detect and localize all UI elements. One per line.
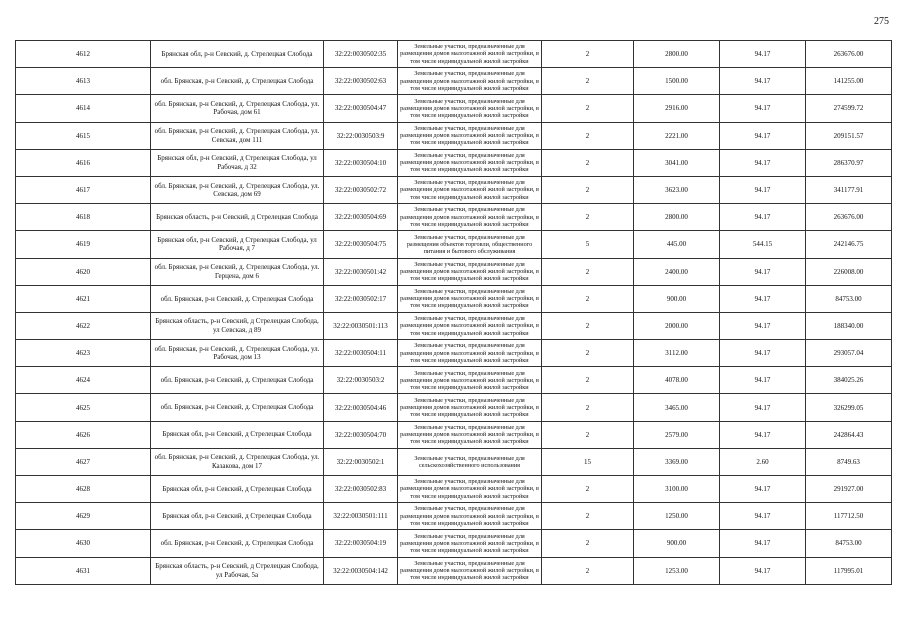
specific-value-cell: 94.17 bbox=[720, 530, 806, 557]
cadastral-number-cell: 32:22:0030502:83 bbox=[324, 476, 398, 503]
area-cell: 3041.00 bbox=[634, 149, 720, 176]
specific-value-cell: 94.17 bbox=[720, 95, 806, 122]
cadastral-value-cell: 263676.00 bbox=[806, 41, 892, 68]
row-number-cell: 4621 bbox=[16, 285, 151, 312]
area-cell: 900.00 bbox=[634, 285, 720, 312]
specific-value-cell: 94.17 bbox=[720, 557, 806, 584]
use-group-cell: 2 bbox=[542, 312, 634, 339]
table-row bbox=[16, 340, 892, 367]
cadastral-number-cell: 32:22:0030504:70 bbox=[324, 421, 398, 448]
row-number-cell: 4625 bbox=[16, 394, 151, 421]
address-cell: обл. Брянская, р-н Севский, д. Стрелецкая Слобода, ул. Севская, дом 111 bbox=[151, 122, 324, 149]
cadastral-value-cell: 117712.50 bbox=[806, 503, 892, 530]
specific-value-cell: 94.17 bbox=[720, 149, 806, 176]
table-row bbox=[16, 421, 892, 448]
cadastral-value-cell: 141255.00 bbox=[806, 68, 892, 95]
use-group-cell: 2 bbox=[542, 95, 634, 122]
land-use-cell: Земельные участки, предназначенные для размещения домов малоэтажной жилой застройки, в том числе индивидуальной жилой застройки bbox=[398, 530, 542, 557]
cadastral-number-cell: 32:22:0030501:42 bbox=[324, 258, 398, 285]
cadastral-value-cell: 286370.97 bbox=[806, 149, 892, 176]
row-number-cell: 4616 bbox=[16, 149, 151, 176]
address-cell: обл. Брянская, р-н Севский, д. Стрелецкая Слобода, ул. Рабочая, дом 13 bbox=[151, 340, 324, 367]
area-cell: 2579.00 bbox=[634, 421, 720, 448]
area-cell: 2221.00 bbox=[634, 122, 720, 149]
use-group-cell: 2 bbox=[542, 557, 634, 584]
land-use-cell: Земельные участки, предназначенные для размещения домов малоэтажной жилой застройки, в том числе индивидуальной жилой застройки bbox=[398, 122, 542, 149]
land-use-cell: Земельные участки, предназначенные для размещения домов малоэтажной жилой застройки, в том числе индивидуальной жилой застройки bbox=[398, 394, 542, 421]
area-cell: 1253.00 bbox=[634, 557, 720, 584]
land-use-cell: Земельные участки, предназначенные для размещения домов малоэтажной жилой застройки, в том числе индивидуальной жилой застройки bbox=[398, 285, 542, 312]
land-use-cell: Земельные участки, предназначенные для размещения домов малоэтажной жилой застройки, в том числе индивидуальной жилой застройки bbox=[398, 176, 542, 203]
address-cell: Брянская область, р-н Севский, д Стрелецкая Слобода, ул Рабочая, 5а bbox=[151, 557, 324, 584]
use-group-cell: 2 bbox=[542, 68, 634, 95]
area-cell: 2800.00 bbox=[634, 204, 720, 231]
page-number: 275 bbox=[874, 16, 889, 27]
use-group-cell: 2 bbox=[542, 258, 634, 285]
address-cell: обл. Брянская, р-н Севский, д. Стрелецкая Слобода, ул. Герцена, дом 6 bbox=[151, 258, 324, 285]
cadastral-value-cell: 274599.72 bbox=[806, 95, 892, 122]
land-use-cell: Земельные участки, предназначенные для размещения домов малоэтажной жилой застройки, в том числе индивидуальной жилой застройки bbox=[398, 149, 542, 176]
table-row bbox=[16, 503, 892, 530]
area-cell: 1250.00 bbox=[634, 503, 720, 530]
land-use-cell: Земельные участки, предназначенные для размещения домов малоэтажной жилой застройки, в том числе индивидуальной жилой застройки bbox=[398, 312, 542, 339]
address-cell: обл. Брянская, р-н Севский, д. Стрелецкая Слобода bbox=[151, 394, 324, 421]
cadastral-value-cell: 84753.00 bbox=[806, 530, 892, 557]
address-cell: обл. Брянская, р-н Севский, д. Стрелецкая Слобода, ул. Севская, дом 69 bbox=[151, 176, 324, 203]
land-use-cell: Земельные участки, предназначенные для размещения домов малоэтажной жилой застройки, в том числе индивидуальной жилой застройки bbox=[398, 421, 542, 448]
specific-value-cell: 94.17 bbox=[720, 394, 806, 421]
use-group-cell: 2 bbox=[542, 421, 634, 448]
land-use-cell: Земельные участки, предназначенные для сельскохозяйственного использования bbox=[398, 448, 542, 475]
cadastral-value-cell: 8749.63 bbox=[806, 448, 892, 475]
row-number-cell: 4613 bbox=[16, 68, 151, 95]
address-cell: обл. Брянская, р-н Севский, д. Стрелецкая Слобода bbox=[151, 285, 324, 312]
specific-value-cell: 94.17 bbox=[720, 258, 806, 285]
table-row bbox=[16, 557, 892, 584]
table-row bbox=[16, 394, 892, 421]
cadastral-value-cell: 293057.04 bbox=[806, 340, 892, 367]
row-number-cell: 4630 bbox=[16, 530, 151, 557]
area-cell: 3465.00 bbox=[634, 394, 720, 421]
row-number-cell: 4617 bbox=[16, 176, 151, 203]
cadastral-number-cell: 32:22:0030503:9 bbox=[324, 122, 398, 149]
land-use-cell: Земельные участки, предназначенные для размещения домов малоэтажной жилой застройки, в том числе индивидуальной жилой застройки bbox=[398, 68, 542, 95]
row-number-cell: 4620 bbox=[16, 258, 151, 285]
cadastral-number-cell: 32:22:0030502:1 bbox=[324, 448, 398, 475]
specific-value-cell: 94.17 bbox=[720, 503, 806, 530]
area-cell: 3623.00 bbox=[634, 176, 720, 203]
area-cell: 3100.00 bbox=[634, 476, 720, 503]
use-group-cell: 2 bbox=[542, 41, 634, 68]
area-cell: 2916.00 bbox=[634, 95, 720, 122]
cadastral-number-cell: 32:22:0030504:10 bbox=[324, 149, 398, 176]
address-cell: Брянская обл, р-н Севский, д Стрелецкая Слобода bbox=[151, 421, 324, 448]
row-number-cell: 4627 bbox=[16, 448, 151, 475]
land-use-cell: Земельные участки, предназначенные для размещения домов малоэтажной жилой застройки, в том числе индивидуальной жилой застройки bbox=[398, 476, 542, 503]
cadastral-value-cell: 226008.00 bbox=[806, 258, 892, 285]
area-cell: 1500.00 bbox=[634, 68, 720, 95]
table-row bbox=[16, 258, 892, 285]
cadastral-number-cell: 32:22:0030501:113 bbox=[324, 312, 398, 339]
specific-value-cell: 94.17 bbox=[720, 312, 806, 339]
area-cell: 4078.00 bbox=[634, 367, 720, 394]
row-number-cell: 4624 bbox=[16, 367, 151, 394]
cadastral-value-cell: 242146.75 bbox=[806, 231, 892, 258]
specific-value-cell: 94.17 bbox=[720, 122, 806, 149]
address-cell: обл. Брянская, р-н Севский, д. Стрелецкая Слобода, ул. Рабочая, дом 61 bbox=[151, 95, 324, 122]
address-cell: Брянская обл, р-н Севский, д Стрелецкая Слобода, ул Рабочая, д 32 bbox=[151, 149, 324, 176]
specific-value-cell: 94.17 bbox=[720, 340, 806, 367]
row-number-cell: 4622 bbox=[16, 312, 151, 339]
table-row bbox=[16, 68, 892, 95]
row-number-cell: 4619 bbox=[16, 231, 151, 258]
cadastral-number-cell: 32:22:0030502:63 bbox=[324, 68, 398, 95]
use-group-cell: 2 bbox=[542, 394, 634, 421]
table-row bbox=[16, 367, 892, 394]
use-group-cell: 2 bbox=[542, 122, 634, 149]
table-row bbox=[16, 285, 892, 312]
table-row bbox=[16, 176, 892, 203]
specific-value-cell: 94.17 bbox=[720, 367, 806, 394]
specific-value-cell: 94.17 bbox=[720, 204, 806, 231]
specific-value-cell: 94.17 bbox=[720, 476, 806, 503]
table-row bbox=[16, 476, 892, 503]
area-cell: 900.00 bbox=[634, 530, 720, 557]
row-number-cell: 4618 bbox=[16, 204, 151, 231]
row-number-cell: 4612 bbox=[16, 41, 151, 68]
table-row bbox=[16, 95, 892, 122]
area-cell: 445.00 bbox=[634, 231, 720, 258]
area-cell: 2800.00 bbox=[634, 41, 720, 68]
land-use-cell: Земельные участки, предназначенные для размещения домов малоэтажной жилой застройки, в том числе индивидуальной жилой застройки bbox=[398, 204, 542, 231]
cadastral-value-cell: 384025.26 bbox=[806, 367, 892, 394]
row-number-cell: 4629 bbox=[16, 503, 151, 530]
cadastral-number-cell: 32:22:0030504:142 bbox=[324, 557, 398, 584]
cadastral-number-cell: 32:22:0030504:46 bbox=[324, 394, 398, 421]
row-number-cell: 4631 bbox=[16, 557, 151, 584]
table-row bbox=[16, 448, 892, 475]
specific-value-cell: 94.17 bbox=[720, 41, 806, 68]
area-cell: 3112.00 bbox=[634, 340, 720, 367]
address-cell: Брянская обл, р-н Севский, д. Стрелецкая Слобода bbox=[151, 41, 324, 68]
specific-value-cell: 2.60 bbox=[720, 448, 806, 475]
cadastral-number-cell: 32:22:0030504:75 bbox=[324, 231, 398, 258]
use-group-cell: 2 bbox=[542, 476, 634, 503]
use-group-cell: 2 bbox=[542, 340, 634, 367]
cadastral-number-cell: 32:22:0030502:17 bbox=[324, 285, 398, 312]
row-number-cell: 4626 bbox=[16, 421, 151, 448]
row-number-cell: 4628 bbox=[16, 476, 151, 503]
row-number-cell: 4615 bbox=[16, 122, 151, 149]
address-cell: Брянская область, р-н Севский, д Стрелецкая Слобода bbox=[151, 204, 324, 231]
table-row bbox=[16, 231, 892, 258]
use-group-cell: 2 bbox=[542, 503, 634, 530]
address-cell: Брянская область, р-н Севский, д Стрелецкая Слобода, ул Севская, д 89 bbox=[151, 312, 324, 339]
cadastral-value-cell: 117995.01 bbox=[806, 557, 892, 584]
use-group-cell: 2 bbox=[542, 530, 634, 557]
cadastral-number-cell: 32:22:0030502:35 bbox=[324, 41, 398, 68]
area-cell: 2000.00 bbox=[634, 312, 720, 339]
row-number-cell: 4623 bbox=[16, 340, 151, 367]
cadastral-value-cell: 263676.00 bbox=[806, 204, 892, 231]
cadastral-value-table bbox=[15, 40, 892, 585]
land-use-cell: Земельные участки, предназначенные для размещения домов малоэтажной жилой застройки, в том числе индивидуальной жилой застройки bbox=[398, 503, 542, 530]
cadastral-number-cell: 32:22:0030501:111 bbox=[324, 503, 398, 530]
use-group-cell: 5 bbox=[542, 231, 634, 258]
table-row bbox=[16, 41, 892, 68]
table-row bbox=[16, 530, 892, 557]
use-group-cell: 2 bbox=[542, 204, 634, 231]
land-use-cell: Земельные участки, предназначенные для размещения домов малоэтажной жилой застройки, в том числе индивидуальной жилой застройки bbox=[398, 41, 542, 68]
cadastral-value-cell: 291927.00 bbox=[806, 476, 892, 503]
table-row bbox=[16, 149, 892, 176]
address-cell: обл. Брянская, р-н Севский, д. Стрелецкая Слобода bbox=[151, 68, 324, 95]
cadastral-number-cell: 32:22:0030504:11 bbox=[324, 340, 398, 367]
land-use-cell: Земельные участки, предназначенные для размещения домов малоэтажной жилой застройки, в том числе индивидуальной жилой застройки bbox=[398, 367, 542, 394]
table-row bbox=[16, 204, 892, 231]
land-use-cell: Земельные участки, предназначенные для размещения домов малоэтажной жилой застройки, в том числе индивидуальной жилой застройки bbox=[398, 557, 542, 584]
table-row bbox=[16, 122, 892, 149]
address-cell: Брянская обл, р-н Севский, д Стрелецкая Слобода bbox=[151, 476, 324, 503]
land-use-cell: Земельные участки, предназначенные для размещения домов малоэтажной жилой застройки, в том числе индивидуальной жилой застройки bbox=[398, 95, 542, 122]
use-group-cell: 2 bbox=[542, 149, 634, 176]
address-cell: Брянская обл, р-н Севский, д Стрелецкая Слобода, ул Рабочая, д 7 bbox=[151, 231, 324, 258]
address-cell: обл. Брянская, р-н Севский, д. Стрелецкая Слобода, ул. Казакова, дом 17 bbox=[151, 448, 324, 475]
cadastral-number-cell: 32:22:0030502:72 bbox=[324, 176, 398, 203]
land-use-cell: Земельные участки, предназначенные для размещения домов малоэтажной жилой застройки, в том числе индивидуальной жилой застройки bbox=[398, 340, 542, 367]
cadastral-number-cell: 32:22:0030504:47 bbox=[324, 95, 398, 122]
cadastral-number-cell: 32:22:0030503:2 bbox=[324, 367, 398, 394]
row-number-cell: 4614 bbox=[16, 95, 151, 122]
specific-value-cell: 94.17 bbox=[720, 68, 806, 95]
cadastral-number-cell: 32:22:0030504:19 bbox=[324, 530, 398, 557]
use-group-cell: 15 bbox=[542, 448, 634, 475]
table-row bbox=[16, 312, 892, 339]
land-use-cell: Земельные участки, предназначенные для размещения объектов торговли, общественного питания и бытового обслуживания bbox=[398, 231, 542, 258]
area-cell: 3369.00 bbox=[634, 448, 720, 475]
cadastral-value-cell: 84753.00 bbox=[806, 285, 892, 312]
specific-value-cell: 94.17 bbox=[720, 421, 806, 448]
specific-value-cell: 94.17 bbox=[720, 285, 806, 312]
land-use-cell: Земельные участки, предназначенные для размещения домов малоэтажной жилой застройки, в том числе индивидуальной жилой застройки bbox=[398, 258, 542, 285]
use-group-cell: 2 bbox=[542, 285, 634, 312]
specific-value-cell: 544.15 bbox=[720, 231, 806, 258]
cadastral-value-cell: 242864.43 bbox=[806, 421, 892, 448]
specific-value-cell: 94.17 bbox=[720, 176, 806, 203]
use-group-cell: 2 bbox=[542, 176, 634, 203]
address-cell: Брянская обл, р-н Севский, д Стрелецкая Слобода bbox=[151, 503, 324, 530]
cadastral-number-cell: 32:22:0030504:69 bbox=[324, 204, 398, 231]
cadastral-value-cell: 341177.91 bbox=[806, 176, 892, 203]
cadastral-value-cell: 209151.57 bbox=[806, 122, 892, 149]
use-group-cell: 2 bbox=[542, 367, 634, 394]
cadastral-value-cell: 326299.05 bbox=[806, 394, 892, 421]
area-cell: 2400.00 bbox=[634, 258, 720, 285]
address-cell: обл. Брянская, р-н Севский, д. Стрелецкая Слобода bbox=[151, 367, 324, 394]
cadastral-value-cell: 188340.00 bbox=[806, 312, 892, 339]
address-cell: обл. Брянская, р-н Севский, д. Стрелецкая Слобода bbox=[151, 530, 324, 557]
